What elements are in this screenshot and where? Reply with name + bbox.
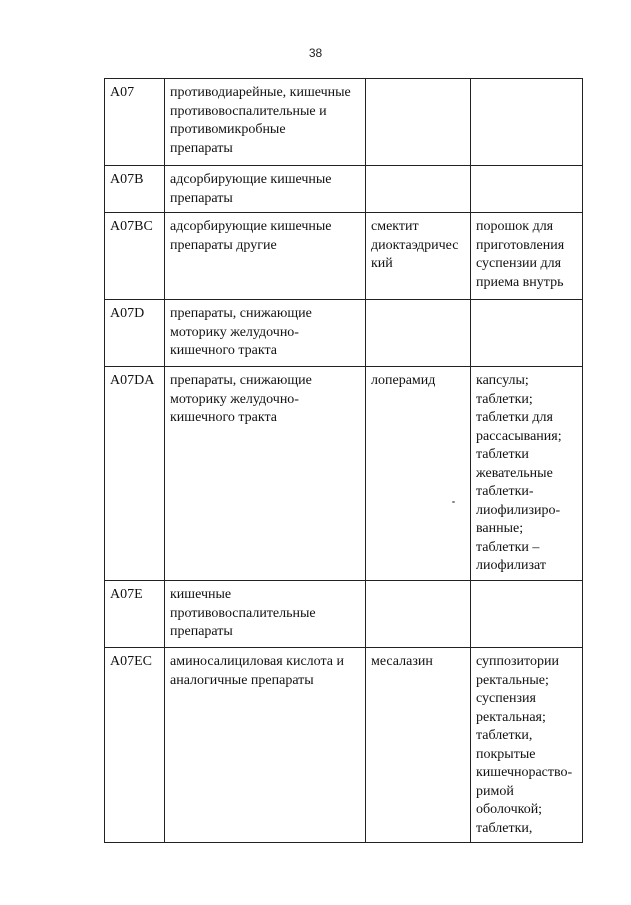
pharmacological-group-cell: кишечные противовоспалительные препараты: [165, 581, 366, 648]
drug-name-cell: лоперамид: [366, 367, 471, 581]
dosage-form-cell: суппозитории ректальные; суспензия ректальная; таблетки, покрытые кишечнораство- римой оболочкой; таблетки,: [471, 648, 583, 843]
table-row: [105, 166, 583, 213]
drug-classification-table: [104, 78, 583, 843]
table-row: [105, 213, 583, 300]
drug-name-cell: [366, 300, 471, 367]
atc-code-cell: A07EC: [105, 648, 165, 843]
atc-code-cell: A07BC: [105, 213, 165, 300]
table-row: [105, 79, 583, 166]
drug-name-cell: смектит диоктаэдричес кий: [366, 213, 471, 300]
table-row: [105, 648, 583, 843]
pharmacological-group-cell: препараты, снижающие моторику желудочно- кишечного тракта: [165, 300, 366, 367]
pharmacological-group-cell: противодиарейные, кишечные противовоспалительные и противомикробные препараты: [165, 79, 366, 166]
scan-speck: [452, 501, 455, 503]
page-number: 38: [308, 46, 323, 60]
table-row: [105, 581, 583, 648]
dosage-form-cell: [471, 581, 583, 648]
dosage-form-cell: [471, 166, 583, 213]
atc-code-cell: A07: [105, 79, 165, 166]
pharmacological-group-cell: аминосалициловая кислота и аналогичные препараты: [165, 648, 366, 843]
dosage-form-cell: [471, 79, 583, 166]
drug-name-cell: [366, 166, 471, 213]
table-row: [105, 300, 583, 367]
table-row: [105, 367, 583, 581]
pharmacological-group-cell: адсорбирующие кишечные препараты: [165, 166, 366, 213]
atc-code-cell: A07B: [105, 166, 165, 213]
dosage-form-cell: капсулы; таблетки; таблетки для рассасывания; таблетки жевательные таблетки- лиофилизиро- ванные; таблетки – лиофилизат: [471, 367, 583, 581]
dosage-form-cell: [471, 300, 583, 367]
dosage-form-cell: порошок для приготовления суспензии для приема внутрь: [471, 213, 583, 300]
drug-name-cell: [366, 581, 471, 648]
drug-name-cell: [366, 79, 471, 166]
atc-code-cell: A07E: [105, 581, 165, 648]
atc-code-cell: A07D: [105, 300, 165, 367]
drug-name-cell: месалазин: [366, 648, 471, 843]
pharmacological-group-cell: адсорбирующие кишечные препараты другие: [165, 213, 366, 300]
atc-code-cell: A07DA: [105, 367, 165, 581]
pharmacological-group-cell: препараты, снижающие моторику желудочно- кишечного тракта: [165, 367, 366, 581]
